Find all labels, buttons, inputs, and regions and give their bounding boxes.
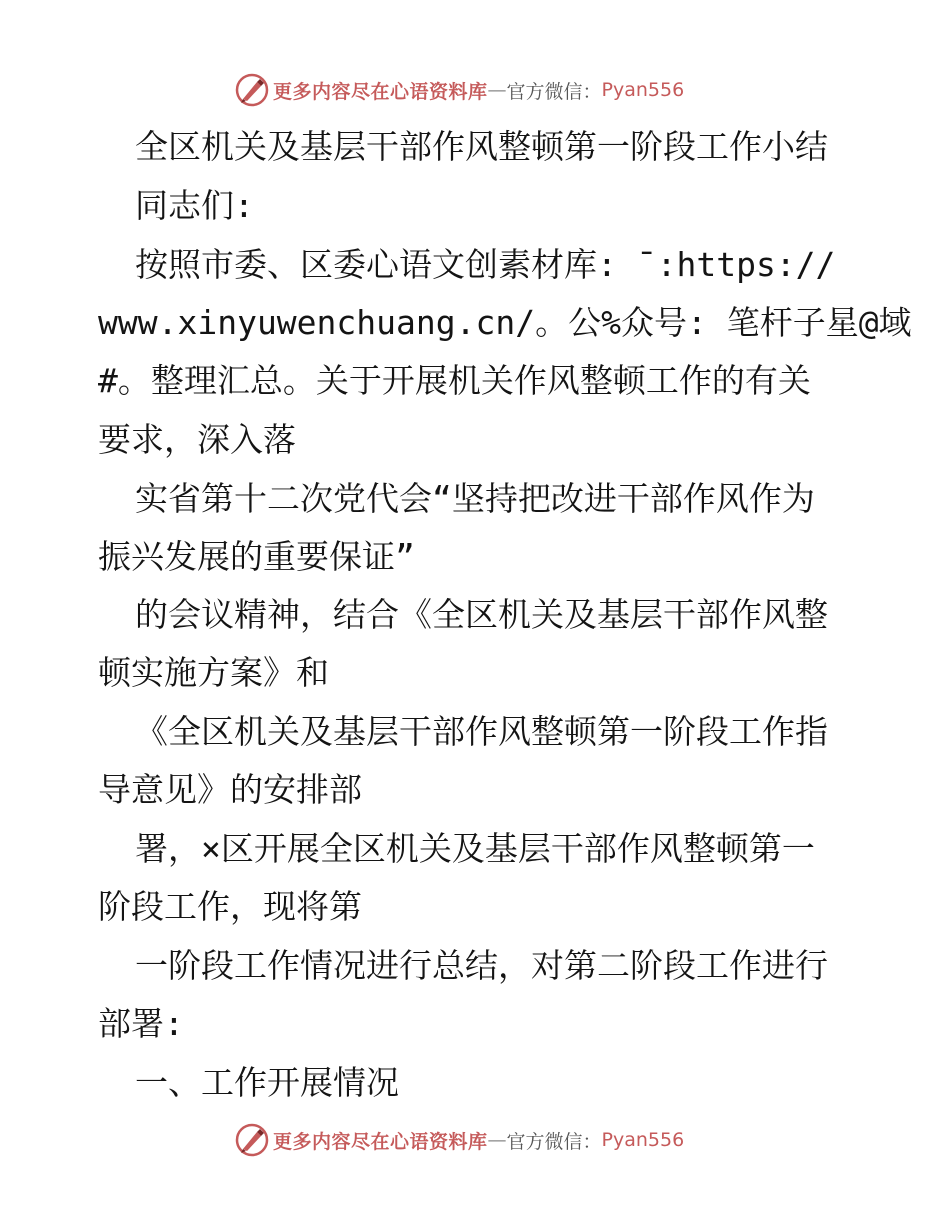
watermark-banner-bottom	[235, 1122, 684, 1158]
document-title: 全区机关及基层干部作风整顿第一阶段工作小结	[135, 127, 828, 166]
text-line: www.xinyuwenchuang.cn/。公%众号: 笔杆子星@域	[98, 303, 912, 342]
text-line: 一阶段工作情况进行总结，对第二阶段工作进行	[135, 946, 828, 985]
pen-logo-icon	[235, 1123, 269, 1157]
text-line: 按照市委、区委心语文创素材库: ¯:https://	[135, 245, 836, 284]
text-line: 阶段工作，现将第	[98, 887, 362, 926]
text-line: 的会议精神，结合《全区机关及基层干部作风整	[135, 595, 828, 634]
watermark-wechat-id: Pyan556	[601, 1129, 685, 1151]
watermark-separator: —	[487, 1129, 507, 1151]
text-line: 同志们:	[135, 186, 254, 225]
text-line: #。整理汇总。关于开展机关作风整顿工作的有关	[98, 361, 811, 400]
watermark-separator: —	[487, 79, 507, 101]
section-heading: 一、工作开展情况	[135, 1063, 399, 1102]
text-line: 顿实施方案》和	[98, 653, 329, 692]
text-line: 要求，深入落	[98, 420, 296, 459]
text-line: 实省第十二次党代会“坚持把改进干部作风作为	[135, 479, 815, 518]
text-line: 振兴发展的重要保证”	[98, 537, 415, 576]
text-line: 《全区机关及基层干部作风整顿第一阶段工作指	[135, 712, 828, 751]
watermark-wechat-label: 官方微信：	[506, 80, 602, 103]
watermark-wechat-id: Pyan556	[601, 79, 685, 101]
text-line: 署，×区开展全区机关及基层干部作风整顿第一	[135, 829, 815, 868]
watermark-text: 更多内容尽在心语资料库	[273, 80, 488, 103]
watermark-wechat-label: 官方微信：	[506, 1130, 602, 1153]
text-line: 导意见》的安排部	[98, 770, 362, 809]
watermark-text: 更多内容尽在心语资料库	[273, 1130, 488, 1153]
text-line: 部署:	[98, 1004, 184, 1043]
